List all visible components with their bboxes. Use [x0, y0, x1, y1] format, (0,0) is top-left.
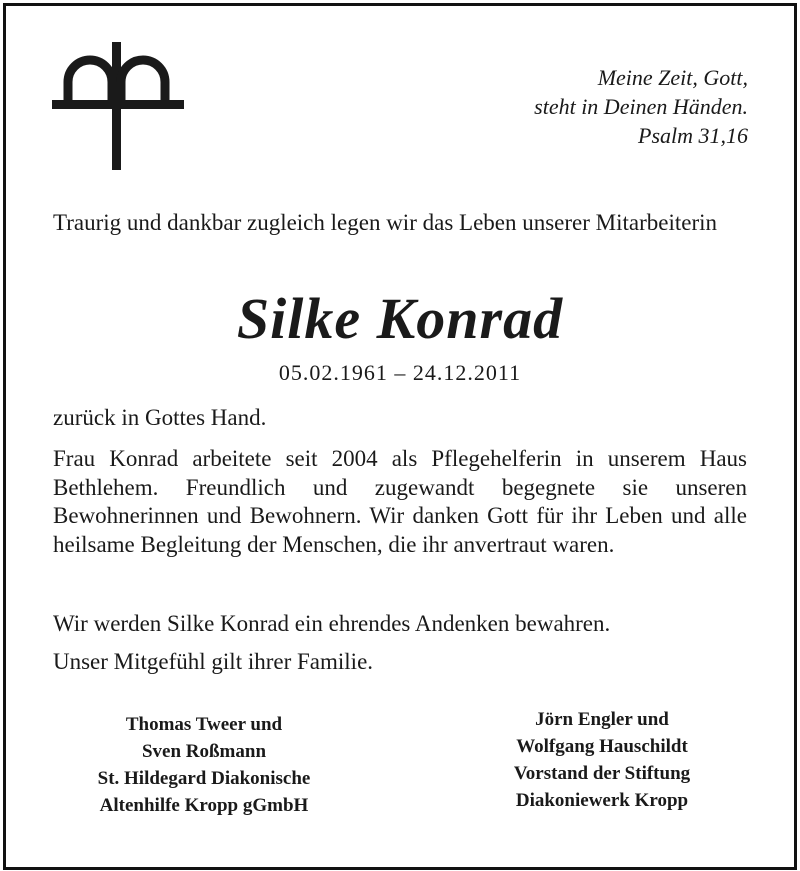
return-line: zurück in Gottes Hand.	[53, 405, 267, 430]
verse-line: steht in Deinen Händen.	[534, 94, 748, 119]
signature-line: Thomas Tweer und	[125, 714, 283, 735]
bible-verse	[534, 63, 748, 150]
body-paragraph: Frau Konrad arbeitete seit 2004 als Pflegehelferin in unserem Haus Bethlehem. Freundlich und zugewandt begegnete sie unseren Bewohnerinnen und Bewohnern. Wir danken Gott für ihr Leben und alle heilsame Begleitung der Menschen, die ihr anvertraut waren.	[53, 446, 747, 557]
life-dates: 05.02.1961 – 24.12.2011	[278, 360, 522, 385]
signature-line: Sven Roßmann	[141, 741, 267, 762]
signature-line: Diakoniewerk Kropp	[515, 790, 689, 811]
signature-left	[46, 711, 362, 819]
signature-right	[444, 706, 760, 814]
sympathy-line: Unser Mitgefühl gilt ihrer Familie.	[53, 649, 374, 674]
intro-text: Traurig und dankbar zugleich legen wir das Leben unserer Mitarbeiterin	[53, 210, 718, 235]
diakonie-cross-icon	[52, 42, 184, 170]
deceased-name: Silke Konrad	[236, 286, 564, 351]
signature-line: Wolfgang Hauschildt	[516, 736, 688, 757]
verse-reference: Psalm 31,16	[638, 123, 748, 148]
signature-line: Jörn Engler und	[535, 709, 669, 730]
signature-line: St. Hildegard Diakonische	[97, 768, 311, 789]
verse-line: Meine Zeit, Gott,	[597, 65, 748, 90]
remembrance-line: Wir werden Silke Konrad ein ehrendes Andenken bewahren.	[53, 611, 611, 636]
signature-line: Altenhilfe Kropp gGmbH	[99, 795, 309, 816]
signature-line: Vorstand der Stiftung	[513, 763, 691, 784]
